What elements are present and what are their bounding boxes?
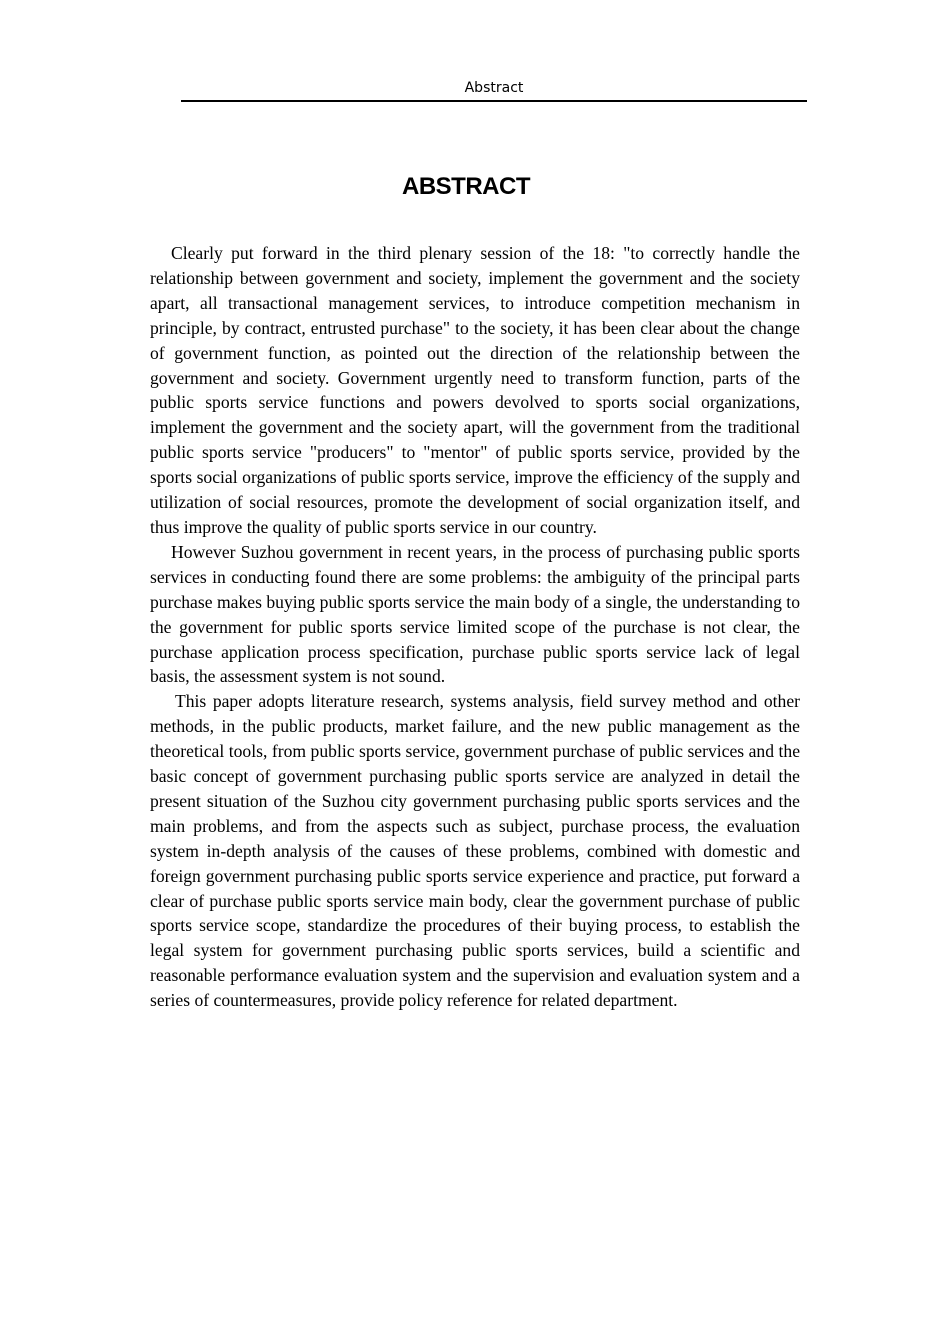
abstract-paragraph-1: Clearly put forward in the third plenary session of the 18: "to correctly handle the relationship between government and society, implement the government and the society apart, all transactional management services, to introduce competition mechanism in principle, by contract, entrusted purchase" to the society, it has been clear about the change of government function, as pointed out the direction of the relationship between the government and society. Government urgently need to transform function, parts of the public sports service functions and powers devolved to sports social organizations, implement the government and the society apart, will the government from the traditional public sports service "producers" to "mentor" of public sports service, provided by the sports social organizations of public sports service, improve the efficiency of the supply and utilization of social resources, promote the development of social organization itself, and thus improve the quality of public sports service in our country.: [150, 243, 800, 537]
abstract-paragraph-3: This paper adopts literature research, systems analysis, field survey method and other methods, in the public products, market failure, and the new public management as the theoretical tools, from public sports service, government purchase of public services and the basic concept of government purchasing public sports service are analyzed in detail the present situation of the Suzhou city government purchasing public sports services and the main problems, and from the aspects such as subject, purchase process, the evaluation system in-depth analysis of the causes of these problems, combined with domestic and foreign government purchasing public sports service experience and practice, put forward a clear of purchase public sports service main body, clear the government purchase of public sports service scope, standardize the procedures of their buying process, to establish the legal system for government purchasing public sports services, build a scientific and reasonable performance evaluation system and the supervision and evaluation system and a series of countermeasures, provide policy reference for related department.: [150, 691, 800, 1011]
running-header: Abstract: [181, 78, 807, 102]
abstract-paragraph-2: However Suzhou government in recent years, in the process of purchasing public sports services in conducting found there are some problems: the ambiguity of the principal parts purchase makes buying public sports service the main body of a single, the understanding to the government for public sports service limited scope of the purchase is not clear, the purchase application process specification, purchase public sports service lack of legal basis, the assessment system is not sound.: [150, 541, 800, 687]
abstract-body: [150, 241, 800, 1013]
abstract-title: ABSTRACT: [402, 173, 530, 200]
